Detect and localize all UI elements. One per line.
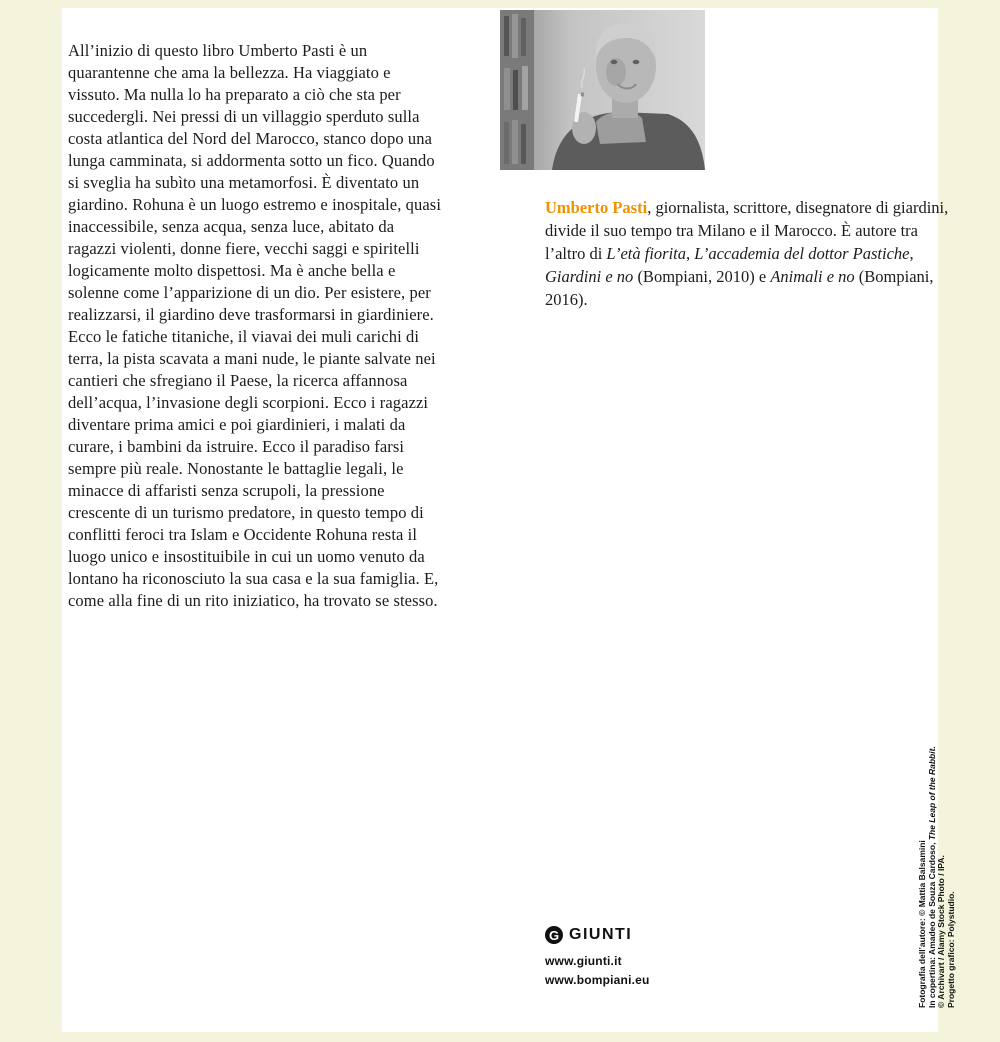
bio-sep-2: , [909,244,914,263]
credit-line-archive: © Archivart / Alamy Stock Photo / IPA. [936,855,946,1008]
synopsis-text: All’inizio di questo libro Umberto Pasti è un quarantenne che ama la bellezza. Ha viaggiato e vissuto. Ma nulla lo ha preparato a ciò che sta per succedergli. Nei pressi di un villaggio sperduto sulla costa atlantica del Nord del Marocco, stanco dopo una lunga camminata, si addormenta sotto un fico. Quando si sveglia ha subìto una metamorfosi. È diventato un giardino. Rohuna è un luogo estremo e inospitale, quasi inaccessibile, senza acqua, senza luce, abitato da ragazzi violenti, donne fiere, vecchi saggi e spiritelli logicamente molto dispettosi. Ma è anche bella e solenne come l’apparizione di un dio. Per esistere, per realizzarsi, il giardino deve trasformarsi in giardiniere. Ecco le fatiche titaniche, il viavai dei muli carichi di terra, la pista scavata a mani nude, le piante salvate nei cantieri che sfregiano il Paese, la ricerca affannosa dell’acqua, l’invasione degli scorpioni. Ecco i ragazzi diventare prima amici e poi giardinieri, i malati da curare, i bambini da istruire. Ecco il paradiso farsi sempre più reale. Nonostante le battaglie legali, le minacce di affaristi senza scrupoli, la pressione crescente di un turismo predatore, in questo tempo di conflitti feroci tra Islam e Occidente Rohuna resta il luogo unico e insostituibile in cui un uomo venuto da lontano ha riconosciuto la sua casa e la sua famiglia. E, come alla fine di un rito iniziatico, ha trovato se stesso. [68,41,442,610]
author-portrait-illustration [500,10,705,170]
publisher-logo [545,924,765,946]
publisher-name: GIUNTI [569,926,633,943]
publisher-block [545,924,765,987]
credit-cover-artwork-title: The Leap of the Rabbit. [926,746,937,841]
book-flap-paper [62,8,956,1032]
bio-text-2: (Bompiani, 2010) e [633,267,771,286]
book-title-3: Giardini e no [545,267,634,286]
credit-cover-text: In copertina: Amadeo de Souza Cardoso, [926,840,937,1008]
author-bio [545,196,957,311]
bio-text-3: (Bompiani, 2016). [545,267,934,309]
book-title-2: L’accademia del dottor Pastiche [694,244,910,263]
bompiani-url[interactable]: www.bompiani.eu [545,973,650,987]
bio-text-1: , giornalista, scrittore, disegnatore di giardini, divide il suo tempo tra Milano e il Marocco. È autore tra l’altro di [545,198,949,263]
bio-sep-1: , [686,244,695,263]
book-title-4: Animali e no [770,267,855,286]
author-name: Umberto Pasti [545,198,648,217]
giunti-logo-icon [545,926,563,944]
giunti-url[interactable]: www.giunti.it [545,954,622,968]
credit-line-photographer: Fotografia dell’autore: © Mattia Balsamini [917,840,927,1008]
book-title-1: L’età fiorita [606,244,687,263]
credit-line-design: Progetto grafico: Polystudio. [945,891,956,1008]
photo-credits [918,728,956,1008]
author-photo [500,10,705,170]
giunti-logo-letter: G [548,927,560,943]
